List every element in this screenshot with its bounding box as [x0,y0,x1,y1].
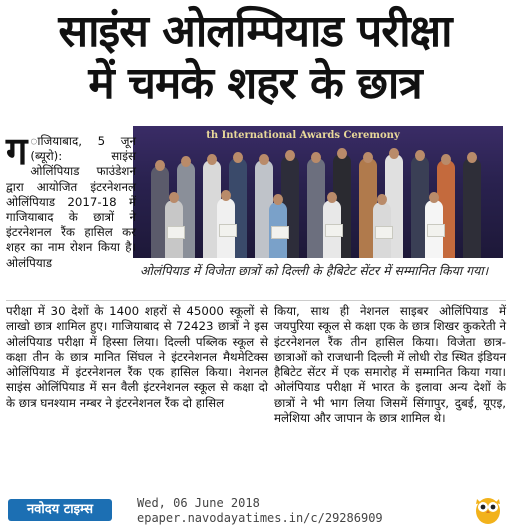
photo-banner-text: th International Awards Ceremony [206,130,400,141]
edition-date: Wed, 06 June 2018 [137,496,260,510]
photo-figure-head [181,156,191,167]
article-column-left: परीक्षा में 30 देशों के 1400 शहरों से 45000 स्कूलों से लाखो छात्र शामिल हुए। गाजियाबाद से 72423 छात्रों ने इस ओलंपियाड परीक्षा में हिस्सा लिया। दिल्ली पब्लिक स्कूल से कक्षा तीन के छात्र मानित सिंघल ने इंटरनेशनल मैथमेटिक्स ओलिंपियाड में इंटरनेशनल रैंक एक हासिल किया। नेशनल साइंस ओलिंपियाड में सन वैली इंटरनेशनल स्कूल से कक्षा दो के छात्र घनश्याम नम्बर ने इंटरनेशनल रैंक दो हासिल [6,304,268,410]
headline-line-2: में चमके शहर के छात्र [88,58,422,109]
photo-certificate [167,226,185,239]
photo-figure-head [337,148,347,159]
photo-certificate [325,224,343,237]
photo-figure-head [221,190,231,201]
headline-line-1: साइंस ओलम्पियाड परीक्षा [58,6,452,57]
photo-figure-head [415,150,425,161]
photo-figure-head [363,152,373,163]
article-lead [6,129,136,271]
photo-figure-head [207,154,217,165]
photo-figure-head [311,152,321,163]
photo-figure-head [273,194,283,205]
epaper-url[interactable]: epaper.navodayatimes.in/c/29286909 [137,511,383,525]
photo-certificate [427,224,445,237]
drop-cap: ग [6,129,28,173]
photo-certificate [219,224,237,237]
photo-figure-head [259,154,269,165]
photo-figure-head [441,154,451,165]
article-column-right: किया, साथ ही नेशनल साइबर ओलिंपियाड में जयपुरिया स्कूल से कक्षा एक के छात्र शिखर कुकरेती ने इंटरनेशनल रैंक तीन हासिल किया। विजेता छात्र-छात्राओं को राजधानी दिल्ली में लोधी रोड स्थित इंडियन हैबिटेट सेंटर में एक समारोह में सम्मानित किया गया। ओलंपियाड परीक्षा में भारत के इलावा अन्य देशों के छात्रों ने भी भाग लिया जिसमें सिंगापुर, दुबई, यूएइ, मलेशिया और जापान के छात्र शामिल थे। [274,304,506,426]
photo-figure-head [169,192,179,203]
photo-figure-head [467,152,477,163]
footer [0,489,510,529]
photo-figure-head [285,150,295,161]
photo-figure [463,158,481,258]
photo-caption: ओलंपियाड में विजेता छात्रों को दिल्ली के हैबिटेट सेंटर में सम्मानित किया गया। [140,263,489,278]
photo-figure-head [155,160,165,171]
photo-figure-head [389,148,399,159]
article-lead-text: ाजियाबाद, 5 जून (ब्यूरो): साइंस ओलिंपियाड फाउंडेशन द्वारा आयोजित इंटरनेशनल ओलिंपियाड 2017-18 में गाजियाबाद के छात्रों ने इंटरनेशनल रैंक हासिल कर शहर का नाम रोशन किया है। ओलंपियाड [6,134,136,270]
article-photo [133,126,503,258]
owl-icon [472,493,504,525]
headline [0,6,510,110]
photo-figure-head [233,152,243,163]
divider [6,300,506,301]
photo-figure-head [377,194,387,205]
photo-certificate [271,226,289,239]
photo-certificate [375,226,393,239]
newspaper-logo: नवोदय टाइम्स [8,499,112,521]
photo-figure-head [327,192,337,203]
photo-figure-head [429,192,439,203]
